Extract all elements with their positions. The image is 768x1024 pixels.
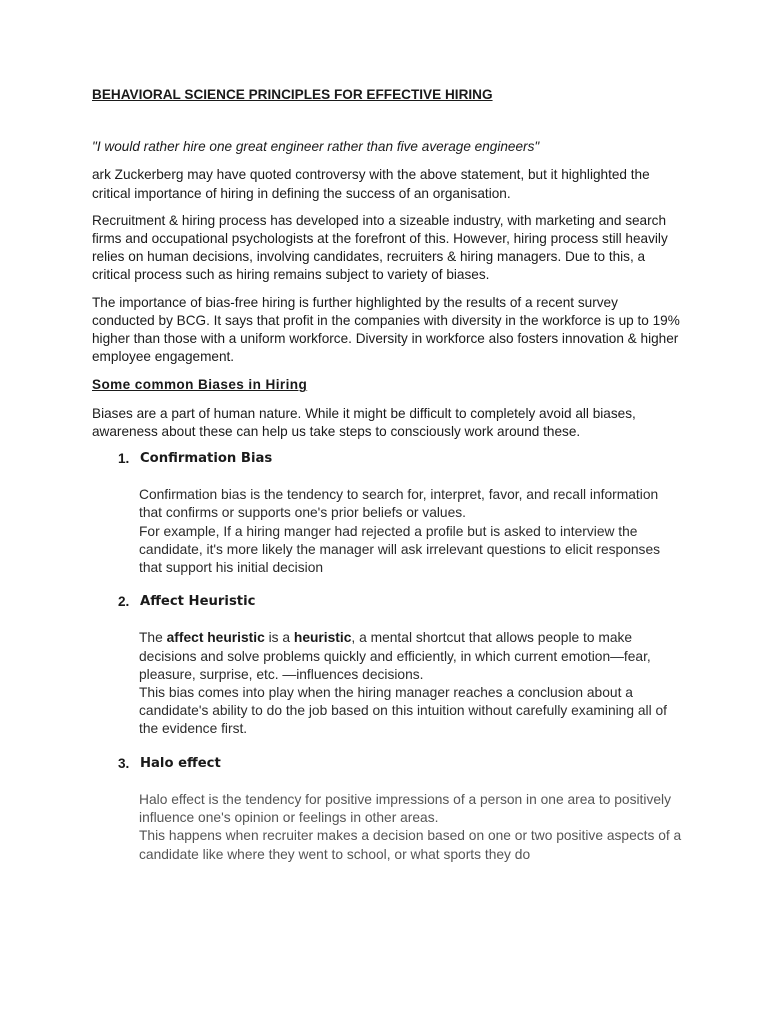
bias-item-confirmation — [92, 450, 682, 577]
definition-prefix: The — [139, 630, 167, 646]
bias-example: This happens when recruiter makes a decision based on one or two positive aspects of a candidate like where they went to school, or what sports they do — [139, 828, 682, 862]
section-heading: Some common Biases in Hiring — [92, 377, 308, 393]
bias-definition: Halo effect is the tendency for positive impressions of a person in one area to positively influence one's opinion or feelings in other areas. — [139, 791, 671, 826]
definition-term-heuristic: heuristic — [293, 630, 352, 646]
bias-item-affect-heuristic — [92, 593, 682, 738]
bias-item-halo-effect — [92, 755, 682, 864]
section-intro: Biases are a part of human nature. While it might be difficult to completely avoid all biases, awareness about these can help us take steps to consciously work around these. — [92, 405, 636, 439]
bias-number: 2. — [118, 594, 130, 610]
bias-name: Affect Heuristic — [140, 594, 256, 610]
document-page — [92, 86, 682, 880]
bias-definition: Confirmation bias is the tendency to search for, interpret, favor, and recall information that confirms or supports one's prior beliefs or values. — [139, 487, 659, 521]
bias-description — [139, 629, 682, 738]
bias-name: Confirmation Bias — [140, 451, 273, 467]
bias-example: This bias comes into play when the hiring manager reaches a conclusion about a candidate's ability to do the job based on this intuition without carefully examining all of the evidence first. — [139, 685, 668, 737]
bias-definition — [139, 629, 682, 684]
bias-list — [92, 450, 682, 864]
bias-example: For example, If a hiring manger had rejected a profile but is asked to interview the candidate, it's more likely the manager will ask irrelevant questions to elicit responses that support his initial decision — [139, 523, 661, 576]
opening-quote: "I would rather hire one great engineer rather than five average engineers" — [92, 139, 540, 155]
bias-heading — [118, 755, 682, 773]
definition-mid: is a — [264, 630, 294, 646]
bias-heading — [118, 450, 682, 468]
document-title: BEHAVIORAL SCIENCE PRINCIPLES FOR EFFECTIVE HIRING — [92, 87, 493, 102]
intro-paragraph: ark Zuckerberg may have quoted controversy with the above statement, but it highlighted the critical importance of hiring in defining the success of an organisation. — [92, 167, 650, 201]
definition-rest: , a mental shortcut that allows people to make decisions and solve problems quickly and efficiently, in which current emotion—fear, pleasure, surprise, etc. —influences decisions. — [139, 630, 651, 682]
bias-number: 3. — [118, 755, 130, 771]
bias-description — [139, 486, 682, 577]
bias-number: 1. — [118, 451, 130, 467]
diversity-paragraph: The importance of bias-free hiring is further highlighted by the results of a recent survey conducted by BCG. It says that profit in the companies with diversity in the workforce is up to 19% higher than those with a uniform workforce. Diversity in workforce also fosters innovation & higher employee engagement. — [92, 294, 680, 365]
recruitment-paragraph: Recruitment & hiring process has developed into a sizeable industry, with marketing and search firms and occupational psychologists at the forefront of this. However, hiring process still heavily relies on human decisions, involving candidates, recruiters & hiring managers. Due to this, a critical process such as hiring remains subject to variety of biases. — [92, 212, 668, 283]
bias-heading — [118, 593, 682, 611]
bias-description — [139, 791, 682, 864]
definition-term: affect heuristic — [166, 630, 265, 646]
bias-name: Halo effect — [140, 755, 221, 771]
